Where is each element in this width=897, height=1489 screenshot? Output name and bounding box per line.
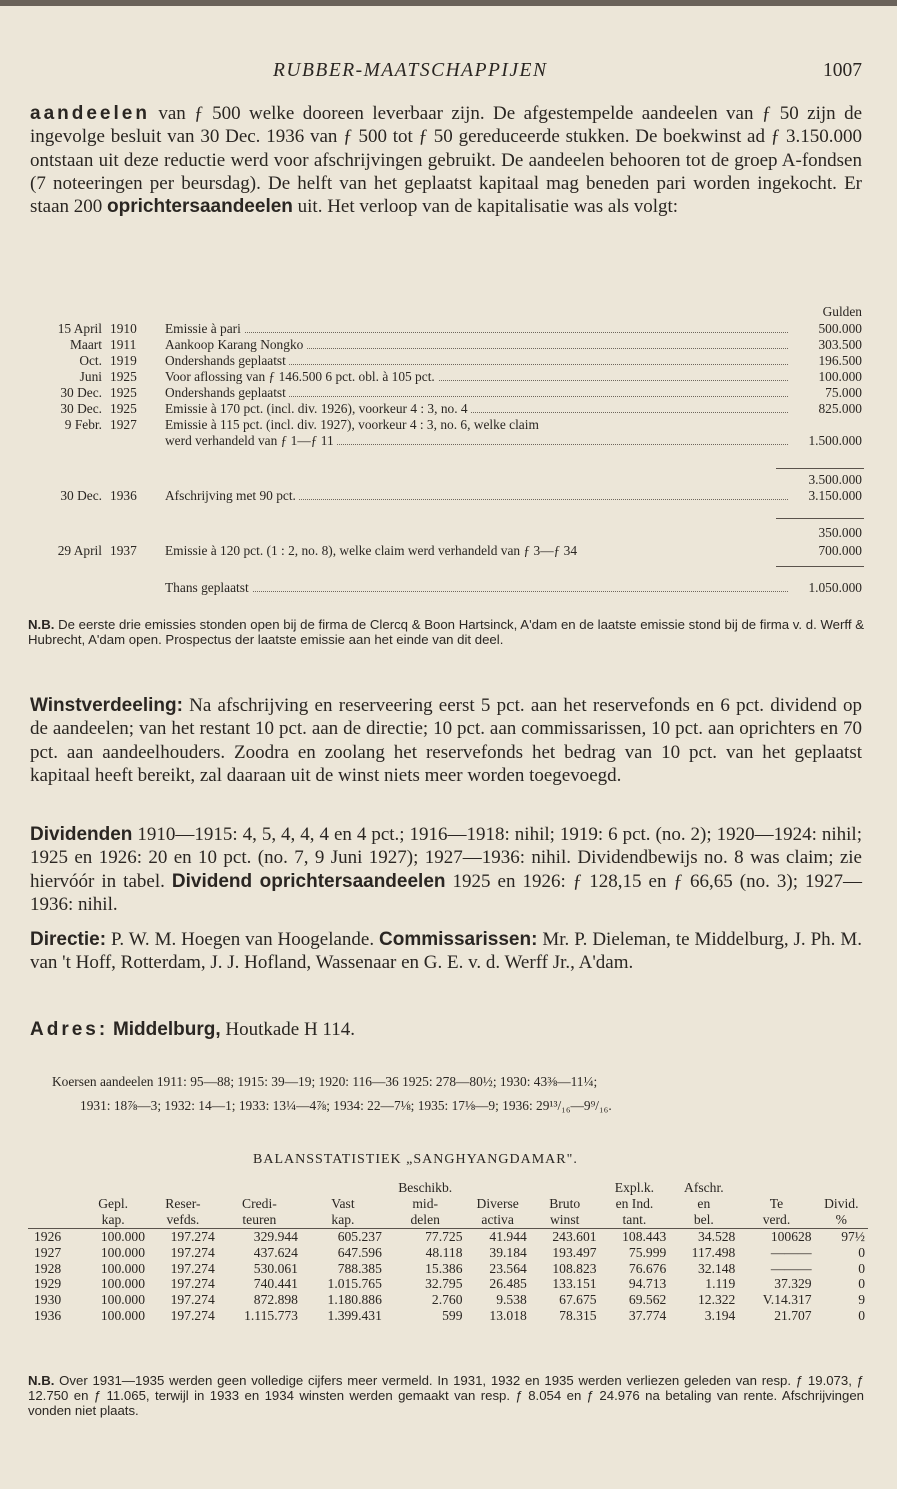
balans-cell: 117.498 <box>691 1244 736 1260</box>
balans-cell: 1.399.431 <box>327 1307 382 1323</box>
balans-cell: 13.018 <box>489 1307 527 1323</box>
cap-row-writeoff: 30 Dec. 1936 Afschrijving met 90 pct. 3.150.000 <box>60 488 862 503</box>
balans-cell: 100.000 <box>100 1307 146 1323</box>
cap-unit: Gulden <box>822 304 862 319</box>
balans-year-cell: 1927 <box>34 1244 62 1260</box>
balans-cell: 599 <box>442 1307 463 1323</box>
adres-label: Adres: <box>30 1019 109 1040</box>
balans-cell: 1.015.765 <box>327 1276 382 1292</box>
cap-row: werd verhandeld van ƒ 1—ƒ 11 1.500.000 <box>165 433 862 448</box>
balans-cell: 39.184 <box>489 1244 527 1260</box>
balans-cell: 94.713 <box>628 1276 667 1292</box>
directie-label: Directie: <box>30 929 107 950</box>
intro-text-b: uit. Het verloop van de kapitalisatie was als volgt: <box>292 196 679 218</box>
balans-row <box>28 1308 868 1324</box>
balans-cell: V.14.317 <box>762 1292 812 1308</box>
balans-cell: 788.385 <box>337 1260 382 1276</box>
dividenden-label: Dividenden <box>30 824 133 845</box>
intro-bold-term: oprichtersaandeelen <box>107 196 293 218</box>
balans-cell: 32.148 <box>697 1260 736 1276</box>
balans-row <box>28 1245 868 1261</box>
balans-header-bot: kap. vefds. teuren kap. delen activa winst tant. bel. verd. % <box>101 1212 847 1227</box>
balans-table <box>28 1180 868 1324</box>
note-emissies: N.B. De eerste drie emissies stonden open bij de firma de Clercq & Boon Hartsinck, A'dam en de laatste emissie stond bij de firma v. d. Werff & Hubrecht, A'dam open. Prospectus der laatste emissie aan het einde van dit deel. <box>28 617 864 648</box>
balans-cell: 41.944 <box>466 1229 530 1245</box>
balans-cell: 133.151 <box>552 1276 597 1292</box>
sum-rule <box>776 468 864 469</box>
balans-cell: 108.443 <box>600 1229 670 1245</box>
balans-cell: 100.000 <box>100 1244 146 1260</box>
sum-rule <box>776 518 864 519</box>
balans-cell: 67.675 <box>559 1292 597 1308</box>
winst-label: Winstverdeeling: <box>30 695 183 716</box>
balans-cell: 69.562 <box>628 1292 667 1308</box>
balans-year-cell: 1928 <box>34 1260 62 1276</box>
balans-cell: 100.000 <box>100 1260 146 1276</box>
cap-row: Oct. 1919 Ondershands geplaatst 196.500 <box>79 353 862 368</box>
balans-cell: 530.061 <box>253 1260 298 1276</box>
balans-cell: 197.274 <box>170 1244 215 1260</box>
balans-cell: 0 <box>858 1276 865 1292</box>
note-balans: N.B. Over 1931—1935 werden geen volledige cijfers meer vermeld. In 1931, 1932 en 1935 werden verliezen geleden van resp. ƒ 19.073, ƒ 12.750 en ƒ 11.065, terwijl in 1933 en 1934 winsten werden gemaakt van resp. ƒ 8.054 en ƒ 24.976 na betaling van rente. Afschrijvingen vonden niet plaats. <box>28 1373 864 1419</box>
balans-cell: 37.329 <box>774 1276 812 1292</box>
cap-row: 30 Dec. 1925 Emissie à 170 pct. (incl. div. 1926), voorkeur 4 : 3, no. 4 825.000 <box>60 401 862 416</box>
balans-cell: 0 <box>858 1307 865 1323</box>
balans-cell: 15.386 <box>425 1260 463 1276</box>
balans-cell: 100628 <box>738 1229 814 1245</box>
balans-cell: 605.237 <box>301 1229 385 1245</box>
cap-row: Juni 1925 Voor aflossing van ƒ 146.500 6 pct. obl. à 105 pct. 100.000 <box>79 369 862 384</box>
balans-cell: 1.115.773 <box>244 1307 298 1323</box>
balans-cell: ——— <box>770 1244 812 1260</box>
balans-cell: 34.528 <box>669 1229 738 1245</box>
balans-row <box>28 1261 868 1277</box>
balans-cell: 1.119 <box>705 1276 736 1292</box>
koersen-line-2: 1931: 18⅞—3; 1932: 14—1; 1933: 13¼—4⅞; 1934: 22—7⅛; 1935: 17⅛—9; 1936: 29¹³/₁₆—9⁹/₁₆. <box>80 1098 612 1113</box>
balans-cell: 329.944 <box>218 1229 301 1245</box>
balans-cell: 197.274 <box>170 1260 215 1276</box>
balans-cell: 197.274 <box>148 1229 218 1245</box>
intro-text-a: van ƒ 500 welke dooreen leverbaar zijn. De afgestempelde aandeelen van ƒ 50 zijn de ingevolge besluit van 30 Dec. 1936 van ƒ 500 tot ƒ 50 gereduceerde stukken. De boekwinst ad ƒ 3.150.000 ontstaan uit deze reductie werd voor afschrijvingen gebruikt. De aandeelen behooren tot de groep A-fondsen (7 noteeringen per beursdag). De helft van het geplaatst kapitaal mag beneden pari worden ingekocht. Er staan 200 <box>30 103 862 218</box>
balans-header-top: Beschikb. Expl.k. Afschr. <box>398 1180 724 1195</box>
balans-cell: 9 <box>858 1292 865 1308</box>
balans-cell: 647.596 <box>337 1244 382 1260</box>
balans-cell: 76.676 <box>628 1260 667 1276</box>
page-number: 1007 <box>823 60 862 81</box>
adres-paragraph: Adres: Middelburg, Houtkade H 114. <box>30 1019 355 1040</box>
balans-year-cell: 1930 <box>34 1292 62 1308</box>
balans-cell: 21.707 <box>774 1307 812 1323</box>
balans-cell: 37.774 <box>628 1307 667 1323</box>
balans-cell: 23.564 <box>489 1260 527 1276</box>
cap-row: 9 Febr. 1927 Emissie à 115 pct. (incl. div. 1927), voorkeur 4 : 3, no. 6, welke claim <box>28 417 868 433</box>
cap-row: 30 Dec. 1925 Ondershands geplaatst 75.000 <box>60 385 862 400</box>
balans-cell: 12.322 <box>697 1292 736 1308</box>
balans-cell: ——— <box>770 1260 812 1276</box>
balans-cell: 108.823 <box>552 1260 597 1276</box>
balans-cell: 75.999 <box>628 1244 667 1260</box>
balans-cell: 3.194 <box>704 1307 736 1323</box>
dividend-oprichters-label: Dividend oprichtersaandeelen <box>171 870 446 892</box>
balans-cell: 193.497 <box>552 1244 597 1260</box>
balans-cell: 243.601 <box>530 1229 600 1245</box>
commissarissen-label: Commissarissen: <box>379 929 538 950</box>
balans-cell: 78.315 <box>559 1307 597 1323</box>
balans-cell: 740.441 <box>253 1276 298 1292</box>
directie-paragraph: Directie: P. W. M. Hoegen van Hoogelande. Commissarissen: Mr. P. Dieleman, te Middelburg, J. Ph. M. van 't Hoff, Rotterdam, J. J. Hofland, Wassenaar en G. E. v. d. Werff Jr., A'dam. <box>30 929 862 974</box>
balans-year-cell: 1929 <box>34 1276 62 1292</box>
cap-subtotal-2: 350.000 <box>818 525 862 540</box>
balans-row <box>28 1276 868 1292</box>
balans-cell: 0 <box>858 1260 865 1276</box>
running-title: RUBBER-MAATSCHAPPIJEN <box>273 60 548 81</box>
balans-cell: 197.274 <box>170 1276 215 1292</box>
intro-paragraph <box>30 102 862 218</box>
balans-cell: 77.725 <box>385 1229 466 1245</box>
balans-cell: 197.274 <box>170 1307 215 1323</box>
page-top-edge <box>0 0 897 6</box>
cap-row-total: Thans geplaatst 1.050.000 <box>165 580 862 595</box>
balans-cell: 97½ <box>815 1229 868 1245</box>
balans-cell: 9.538 <box>496 1292 527 1308</box>
balans-cell: 100.000 <box>100 1276 146 1292</box>
cap-subtotal-1: 3.500.000 <box>808 472 862 487</box>
balans-cell: 437.624 <box>253 1244 298 1260</box>
cap-row-1937: 29 April 1937 Emissie à 120 pct. (1 : 2, no. 8), welke claim werd verhandeld van ƒ 3—ƒ 34 700.000 <box>57 543 862 558</box>
balans-cell: 1.180.886 <box>327 1292 382 1308</box>
balans-year-cell: 1936 <box>34 1307 62 1323</box>
balans-cell: 197.274 <box>170 1292 215 1308</box>
balans-title: BALANSSTATISTIEK „SANGHYANGDAMAR". <box>253 1152 578 1167</box>
winstverdeeling-paragraph: Winstverdeeling: Na afschrijving en reserveering eerst 5 pct. aan het reservefonds en 6 pct. dividend op de aandeelen; van het restant 10 pct. aan de directie; 10 pct. aan commissarissen, 10 pct. aan oprichters en 70 pct. aan aandeelhouders. Zoodra en zoolang het reservefonds het bedrag van 10 pct. van het geplaatst kapitaal heeft bereikt, zal daaraan uit de winst niets meer worden toegevoegd. <box>30 695 862 786</box>
balans-cell: 32.795 <box>425 1276 463 1292</box>
intro-start-word: aandeelen <box>30 103 150 124</box>
balans-cell: 48.118 <box>425 1244 463 1260</box>
cap-row: 15 April 1910 Emissie à pari 500.000 <box>57 321 862 336</box>
balans-cell: 872.898 <box>253 1292 298 1308</box>
running-header <box>28 60 868 88</box>
balans-cell: 0 <box>858 1244 865 1260</box>
balans-year-cell: 1926 <box>28 1229 78 1245</box>
balans-cell: 100.000 <box>100 1292 146 1308</box>
adres-city: Middelburg, <box>112 1019 221 1040</box>
dividenden-paragraph: Dividenden 1910—1915: 4, 5, 4, 4, 4 en 4 pct.; 1916—1918: nihil; 1919: 6 pct. (no. 2); 1920—1924: nihil; 1925 en 1926: 20 en 10 pct. (no. 7, 9 Juni 1927); 1927—1936: nihil. Dividendbewijs no. 8 was claim; zie hiervóór in tabel. Dividend oprichtersaandeelen 1925 en 1926: ƒ 128,15 en ƒ 66,65 (no. 3); 1927—1936: nihil. <box>30 824 862 915</box>
sum-rule <box>776 566 864 567</box>
koersen-line-1: Koersen aandeelen 1911: 95—88; 1915: 39—19; 1920: 116—36 1925: 278—80½; 1930: 43⅜—11¼; <box>52 1074 598 1089</box>
balans-header-mid: Gepl. Reser- Credi- Vast mid- Diverse Bruto en Ind. en Te Divid. <box>98 1196 859 1211</box>
balans-row <box>28 1229 868 1245</box>
cap-row: Maart 1911 Aankoop Karang Nongko 303.500 <box>70 337 862 352</box>
balans-cell: 26.485 <box>489 1276 527 1292</box>
balans-cell: 100.000 <box>78 1229 148 1245</box>
balans-row <box>28 1292 868 1308</box>
balans-cell: 2.760 <box>431 1292 463 1308</box>
